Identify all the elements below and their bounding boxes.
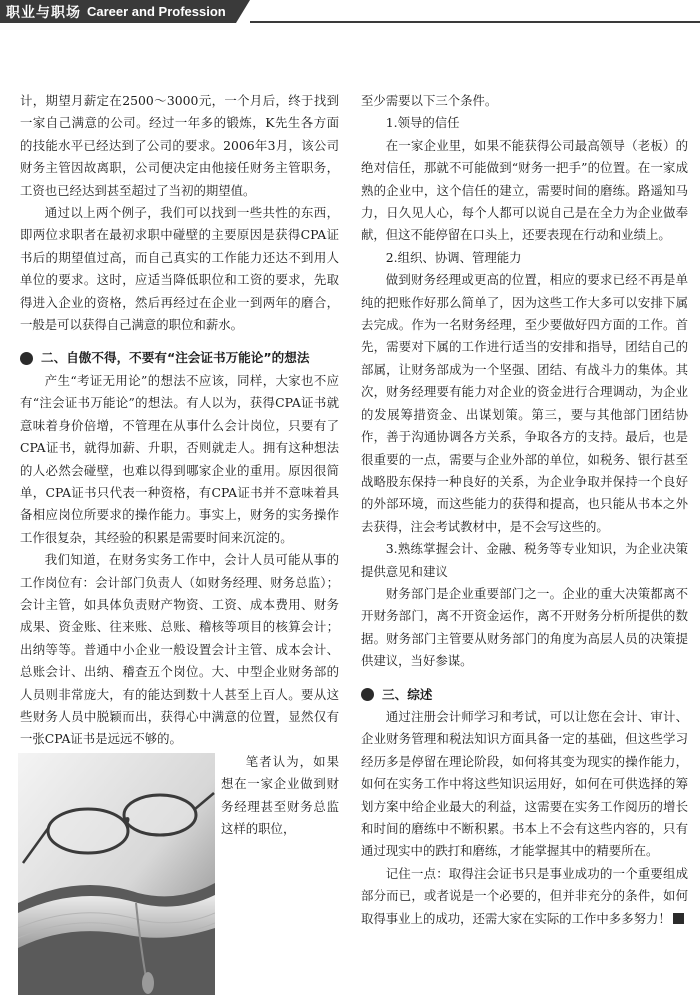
photo-glasses-book: [18, 753, 215, 995]
closing-text: 记住一点：取得注会证书只是事业成功的一个重要组成部分而已，或者说是一个必要的，但并非充分的条件，如何取得事业上的成功，还需大家在实际的工作中多多努力！: [361, 865, 688, 926]
section-title-en: Career and Profession: [87, 4, 226, 19]
section-heading-2: [20, 347, 339, 369]
paragraph: 财务部门是企业重要部门之一。企业的重大决策都离不开财务部门，离不开资金运作，离不开财务分析所提供的数据。财务部门主管要从财务部门的角度为高层人员的决策提供建议，当好参谋。: [361, 585, 688, 669]
subheading-2: 2.组织、协调、管理能力: [385, 249, 522, 265]
subheading-3: 3.熟练掌握会计、金融、税务等专业知识，为企业决策提供意见和建议: [361, 541, 688, 579]
end-mark-icon: [673, 913, 684, 924]
right-column: [361, 90, 688, 930]
section-heading-text: 二、自傲不得，不要有“注会证书万能论”的想法: [41, 350, 310, 366]
banner-slant: [236, 0, 250, 23]
closing-paragraph: [361, 863, 688, 930]
paragraph: 我们知道，在财务实务工作中，会计人员可能从事的工作岗位有：会计部门负责人（如财务经理、财务总监）；会计主管，如具体负责财产物资、工资、成本费用、财务成果、资金账、往来账、总账、稽核等项目的核算会计；出纳等等。普通中小企业一般设置会计主管、成本会计、总账会计、出纳、稽查五个岗位。大、中型企业财务部的人员则非常庞大，有的能达到数十人甚至上百人。要从这些财务人员中脱颖而出，获得心中满意的位置，显然仅有一张CPA证书是远远不够的。: [20, 552, 339, 747]
paragraph: 计，期望月薪定在2500～3000元，一个月后，终于找到一家自己满意的公司。经过一年多的锻炼，K先生各方面的技能水平已经达到了公司的要求。2006年3月，该公司财务主管因故离职，公司便决定由他接任财务主管职务，工资也已经达到甚至超过了当初的期望值。: [20, 93, 339, 198]
left-column: [20, 90, 339, 995]
paragraph: 通过以上两个例子，我们可以找到一些共性的东西，即两位求职者在最初求职中碰壁的主要原因是获得CPA证书后的期望值过高，而自己真实的工作能力还达不到用人单位的要求。这时，应适当降低职位和工资的要求，先取得进入企业的资格，然后再经过在企业一到两年的磨合，一般是可以获得自己满意的职位和薪水。: [20, 205, 339, 333]
paragraph: 通过注册会计师学习和考试，可以让您在会计、审计、企业财务管理和税法知识方面具备一定的基础，但这些学习经历多是停留在理论阶段，如何将其变为现实的操作能力，如何在实务工作中将这些知识运用好，如何在可供选择的筹划方案中给企业最大的利益，这需要在实务工作阅历的增长和时间的磨练中不断积累。书本上不会有这些内容的，只有通过现实中的跌打和磨练，才能掌握其中的精要所在。: [361, 708, 688, 859]
bullet-icon: [361, 688, 374, 701]
spacer: [20, 336, 339, 347]
header-rule: [250, 21, 700, 23]
section-heading-3: [361, 684, 688, 706]
paragraph: 笔者认为，如果想在一家企业做到财务经理甚至财务总监这样的职位，: [221, 753, 339, 836]
photo-illustration: [18, 753, 215, 995]
paragraph: 在一家企业里，如果不能获得公司最高领导（老板）的绝对信任，那就不可能做到“财务一把手”的位置。在一家成熟的企业中，这个信任的建立，需要时间的磨练。路遥知马力，日久见人心，每个人都可以说自己是在全力为企业做奉献，但这不能停留在口头上，还要表现在行动和业绩上。: [361, 137, 688, 243]
page-header: [0, 0, 700, 26]
bullet-icon: [20, 352, 33, 365]
section-title-cn: 职业与职场: [6, 4, 81, 21]
paragraph: 做到财务经理或更高的位置，相应的要求已经不再是单纯的把账作好那么简单了，因为这些工作大多可以安排下属去完成。作为一名财务经理，至少要做好四方面的工作。首先，需要对下属的工作进行适当的安排和指导，团结自己的部属，让财务部成为一个坚强、团结、有战斗力的集体。其次，财务经理要有能力对企业的资金进行合理调动，为企业的发展筹措资金、出谋划策。第三，要与其他部门团结协作，善于沟通协调各方关系，争取各方的支持。最后，也是很重要的一点，需要与企业外部的单位，如税务、银行甚至战略股东保持一种良好的关系，为企业争取并保持一个良好的外部环境，而这些能力的获得和提高，也只能从书本之外去获得，注会考试教材中，是不会写这些的。: [361, 272, 688, 534]
paragraph: 至少需要以下三个条件。: [361, 93, 498, 108]
subheading-1: 1.领导的信任: [385, 115, 460, 131]
paragraph: 产生“考证无用论”的想法不应该，同样，大家也不应有“注会证书万能论”的想法。有人以为，获得CPA证书就意味着身价倍增，不管理在从事什么会计岗位，只要有了CPA证书，就得加薪、升职，否则就走人。拥有这种想法的人必然会碰壁，也难以得到哪家企业的重用。原因很简单，CPA证书只代表一种资格，有CPA证书并不意味着具备相应岗位所要求的操作能力。事实上，财务的实务操作工作很复杂，其经验的积累是需要时间来沉淀的。: [20, 372, 339, 545]
section-banner: [0, 0, 236, 23]
section-heading-text: 三、综述: [382, 686, 433, 702]
spacer: [361, 673, 688, 684]
